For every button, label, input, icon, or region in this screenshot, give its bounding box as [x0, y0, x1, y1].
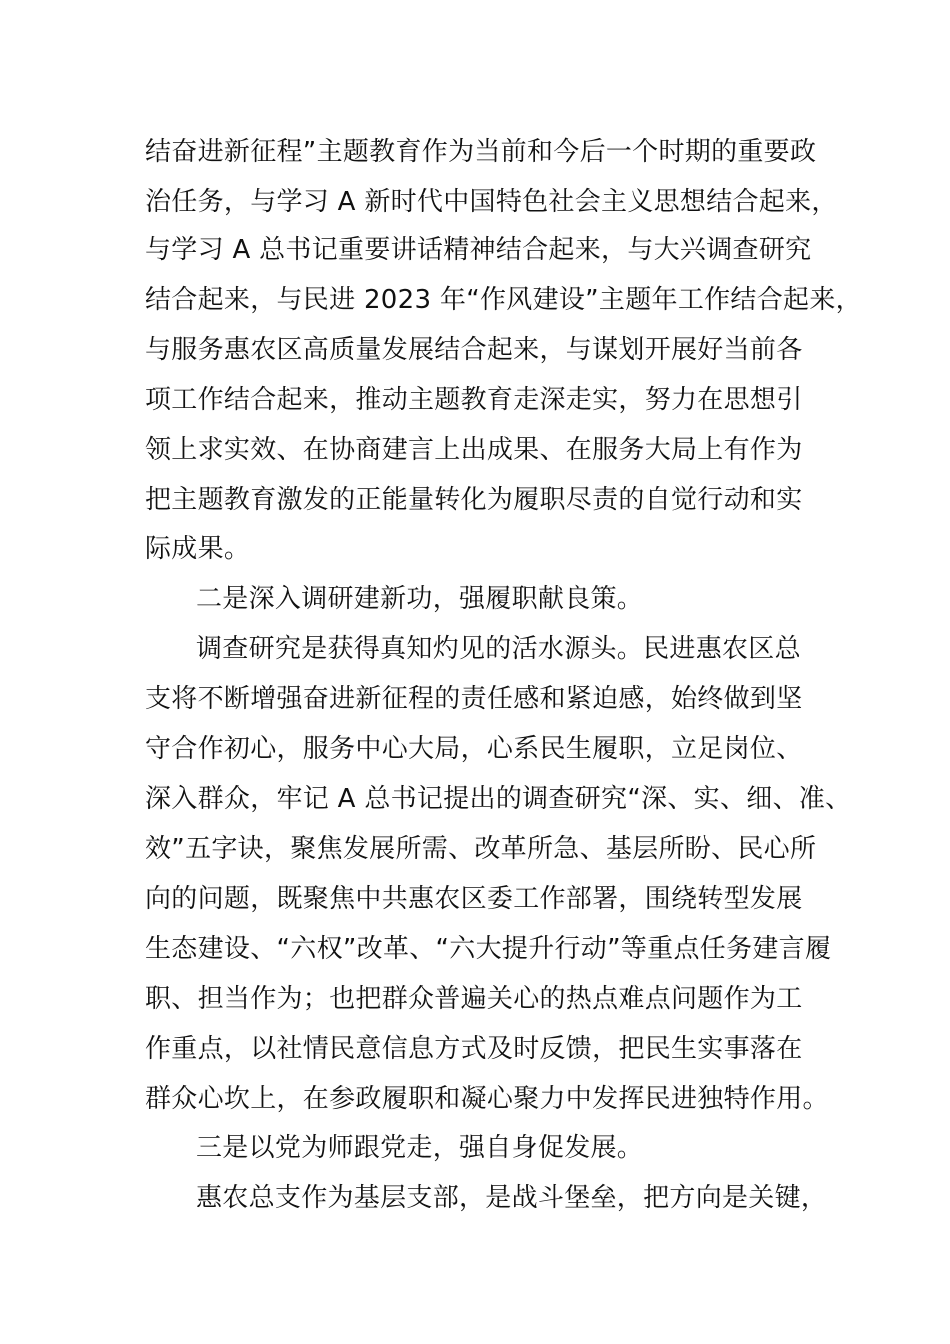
text-line: 群众心坎上，在参政履职和凝心聚力中发挥民进独特作用。: [145, 1084, 829, 1114]
text-line: 际成果。: [145, 534, 251, 564]
text-line: 作重点，以社情民意信息方式及时反馈，把民生实事落在: [145, 1034, 803, 1064]
text-line: 把主题教育激发的正能量转化为履职尽责的自觉行动和实: [145, 485, 803, 515]
text-line: 调查研究是获得真知灼见的活水源头。民进惠农区总: [196, 634, 801, 664]
text-line: 守合作初心，服务中心大局，心系民生履职，立足岗位、: [145, 734, 803, 764]
text-line: 向的问题，既聚焦中共惠农区委工作部署，围绕转型发展: [145, 884, 803, 914]
text-line: 结奋进新征程”主题教育作为当前和今后一个时期的重要政: [145, 137, 817, 167]
text-line: 职、担当作为；也把群众普遍关心的热点难点问题作为工: [145, 984, 803, 1014]
text-line: 深入群众，牢记 A 总书记提出的调查研究“深、实、细、准、: [145, 784, 852, 814]
section-heading: 二是深入调研建新功，强履职献良策。: [196, 584, 644, 614]
text-line: 项工作结合起来，推动主题教育走深走实，努力在思想引: [145, 385, 803, 415]
text-line: 与服务惠农区高质量发展结合起来，与谋划开展好当前各: [145, 335, 803, 365]
text-line: 生态建设、“六权”改革、“六大提升行动”等重点任务建言履: [145, 934, 832, 964]
text-line: 与学习 A 总书记重要讲话精神结合起来，与大兴调查研究: [145, 235, 812, 265]
text-line: 惠农总支作为基层支部，是战斗堡垒，把方向是关键，: [196, 1183, 828, 1213]
text-line: 效”五字诀，聚焦发展所需、改革所急、基层所盼、民心所: [145, 834, 817, 864]
text-line: 结合起来，与民进 2023 年“作风建设”主题年工作结合起来，: [145, 285, 862, 315]
section-heading: 三是以党为师跟党走，强自身促发展。: [196, 1133, 644, 1163]
text-line: 支将不断增强奋进新征程的责任感和紧迫感，始终做到坚: [145, 684, 803, 714]
text-line: 治任务，与学习 A 新时代中国特色社会主义思想结合起来，: [145, 187, 838, 217]
text-line: 领上求实效、在协商建言上出成果、在服务大局上有作为: [145, 435, 803, 465]
